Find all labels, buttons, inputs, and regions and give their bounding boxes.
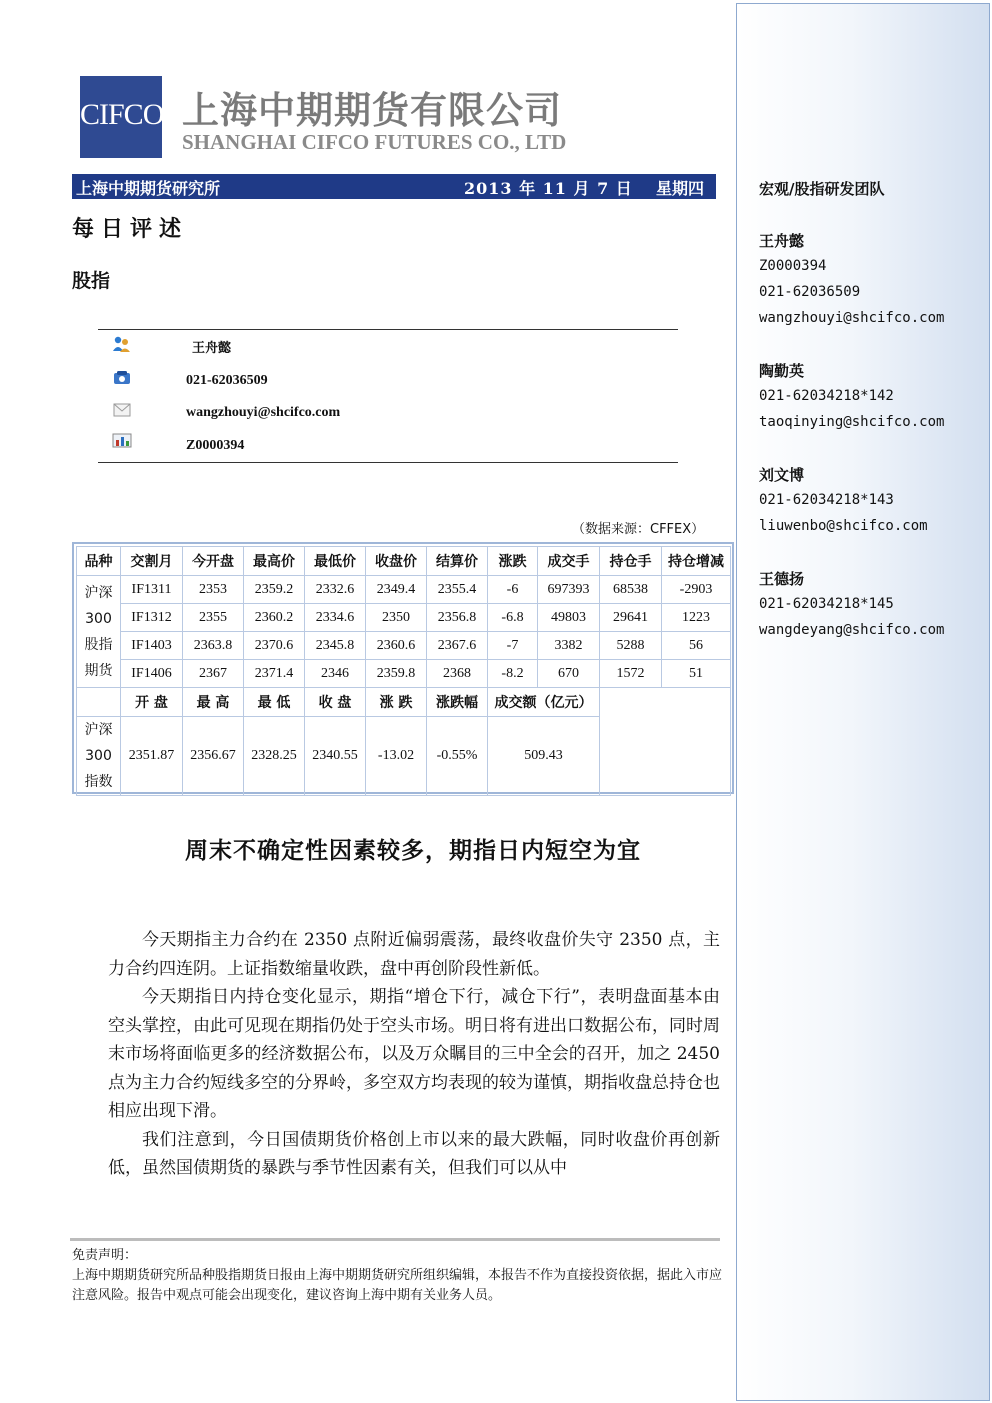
col-header: 结算价 bbox=[427, 547, 488, 576]
sidebar-member-name: 陶勤英 bbox=[759, 362, 805, 380]
analyst-license: Z0000394 bbox=[186, 438, 245, 453]
table-cell: 68538 bbox=[600, 576, 662, 604]
table-cell: 2368 bbox=[427, 660, 488, 688]
table-cell: 2350 bbox=[366, 604, 427, 632]
table-cell: 2346 bbox=[305, 660, 366, 688]
sidebar-member-email[interactable]: wangzhouyi@shcifco.com bbox=[759, 310, 945, 326]
header-bar bbox=[72, 174, 716, 199]
company-name-en: SHANGHAI CIFCO FUTURES CO., LTD bbox=[182, 130, 567, 154]
sidebar-member-phone: 021-62034218*143 bbox=[759, 492, 894, 508]
table-cell: 29641 bbox=[600, 604, 662, 632]
index-label: 沪深300指数 bbox=[77, 717, 121, 796]
table-cell: 1223 bbox=[662, 604, 731, 632]
futures-group-label: 沪深300股指期货 bbox=[77, 576, 121, 688]
table-cell: 56 bbox=[662, 632, 731, 660]
col-header: 交割月 bbox=[121, 547, 183, 576]
disclaimer bbox=[72, 1246, 722, 1306]
col-header: 最高价 bbox=[244, 547, 305, 576]
table-cell: -8.2 bbox=[488, 660, 538, 688]
table-cell: 2340.55 bbox=[305, 717, 366, 796]
table-cell: 2355.4 bbox=[427, 576, 488, 604]
table-cell: 2367.6 bbox=[427, 632, 488, 660]
sidebar-member-email[interactable]: liuwenbo@shcifco.com bbox=[759, 518, 928, 534]
disclaimer-title: 免责声明： bbox=[72, 1248, 138, 1263]
empty-cell bbox=[77, 688, 121, 717]
sidebar-contacts bbox=[736, 3, 990, 1401]
divider bbox=[98, 462, 678, 463]
col-header: 最 低 bbox=[244, 688, 305, 717]
analyst-name: 王舟懿 bbox=[192, 341, 232, 356]
table-cell: 2367 bbox=[183, 660, 244, 688]
sidebar-member-name: 王德扬 bbox=[759, 570, 805, 588]
table-cell: 2356.67 bbox=[183, 717, 244, 796]
sidebar-member-name: 刘文博 bbox=[759, 466, 805, 484]
col-header: 成交手 bbox=[538, 547, 600, 576]
disclaimer-text: 上海中期期货研究所品种股指期货日报由上海中期期货研究所组织编辑，本报告不作为直接投资依据，据此入市应注意风险。报告中观点可能会出现变化，建议咨询上海中期有关业务人员。 bbox=[72, 1268, 723, 1303]
col-header: 涨跌幅 bbox=[427, 688, 488, 717]
table-cell: 2334.6 bbox=[305, 604, 366, 632]
index-header-row bbox=[77, 688, 731, 717]
table-cell: 2332.6 bbox=[305, 576, 366, 604]
footer-divider bbox=[70, 1238, 720, 1241]
col-header: 收盘价 bbox=[366, 547, 427, 576]
data-source-note: （数据来源：CFFEX） bbox=[572, 522, 705, 537]
table-cell: IF1312 bbox=[121, 604, 183, 632]
table-row bbox=[77, 632, 731, 660]
table-row bbox=[77, 604, 731, 632]
table-cell: -6.8 bbox=[488, 604, 538, 632]
table-cell: 3382 bbox=[538, 632, 600, 660]
article-body bbox=[108, 926, 720, 1183]
report-weekday: 星期四 bbox=[656, 179, 705, 198]
table-cell: 2356.8 bbox=[427, 604, 488, 632]
table-cell: 2360.6 bbox=[366, 632, 427, 660]
sidebar-member-email[interactable]: taoqinying@shcifco.com bbox=[759, 414, 945, 430]
logo-text: CIFCO bbox=[80, 98, 164, 131]
table-cell: 697393 bbox=[538, 576, 600, 604]
col-header: 持仓手 bbox=[600, 547, 662, 576]
col-header: 今开盘 bbox=[183, 547, 244, 576]
table-cell: 2359.2 bbox=[244, 576, 305, 604]
report-type: 每日评述 bbox=[72, 216, 189, 242]
table-cell: 2355 bbox=[183, 604, 244, 632]
divider bbox=[98, 329, 678, 330]
col-header: 最低价 bbox=[305, 547, 366, 576]
analyst-email[interactable]: wangzhouyi@shcifco.com bbox=[186, 405, 341, 420]
col-header: 品种 bbox=[77, 547, 121, 576]
company-logo bbox=[80, 76, 162, 158]
table-cell: 5288 bbox=[600, 632, 662, 660]
table-cell: 509.43 bbox=[488, 717, 600, 796]
sidebar-member-license: Z0000394 bbox=[759, 258, 827, 274]
table-cell: 2370.6 bbox=[244, 632, 305, 660]
sidebar-team-title: 宏观/股指研发团队 bbox=[759, 180, 885, 198]
market-data-table bbox=[72, 542, 734, 794]
report-section: 股指 bbox=[72, 270, 111, 292]
sidebar-member-phone: 021-62034218*142 bbox=[759, 388, 894, 404]
company-name-cn: 上海中期期货有限公司 bbox=[182, 89, 562, 132]
empty-cell bbox=[600, 688, 731, 796]
table-cell: 2328.25 bbox=[244, 717, 305, 796]
sidebar-member-phone: 021-62034218*145 bbox=[759, 596, 894, 612]
table-cell: IF1403 bbox=[121, 632, 183, 660]
table-cell: 2363.8 bbox=[183, 632, 244, 660]
table-row bbox=[77, 660, 731, 688]
futures-header-row bbox=[77, 547, 731, 576]
table-cell: IF1311 bbox=[121, 576, 183, 604]
table-cell: -6 bbox=[488, 576, 538, 604]
col-header: 持仓增减 bbox=[662, 547, 731, 576]
table-cell: 2371.4 bbox=[244, 660, 305, 688]
person-icon bbox=[112, 335, 132, 351]
col-header: 成交额（亿元） bbox=[488, 688, 600, 717]
table-row bbox=[77, 576, 731, 604]
analyst-phone: 021-62036509 bbox=[186, 373, 268, 388]
table-cell: 2359.8 bbox=[366, 660, 427, 688]
paragraph: 今天期指主力合约在 2350 点附近偏弱震荡，最终收盘价失守 2350 点，主力合约四连阴。上证指数缩量收跌，盘中再创阶段性新低。 bbox=[108, 930, 720, 979]
col-header: 收 盘 bbox=[305, 688, 366, 717]
col-header: 涨 跌 bbox=[366, 688, 427, 717]
paragraph: 我们注意到，今日国债期货价格创上市以来的最大跌幅，同时收盘价再创新低，虽然国债期货的暴跌与季节性因素有关，但我们可以从中 bbox=[108, 1129, 720, 1178]
table-cell: -0.55% bbox=[427, 717, 488, 796]
col-header: 涨跌 bbox=[488, 547, 538, 576]
table-cell: 51 bbox=[662, 660, 731, 688]
table-cell: 2349.4 bbox=[366, 576, 427, 604]
table-cell: 670 bbox=[538, 660, 600, 688]
table-cell: -13.02 bbox=[366, 717, 427, 796]
sidebar-member-name: 王舟懿 bbox=[759, 232, 805, 250]
table-cell: 49803 bbox=[538, 604, 600, 632]
report-date: 2013 年 11 月 7 日 bbox=[464, 179, 633, 198]
sidebar-member-phone: 021-62036509 bbox=[759, 284, 861, 300]
table-cell: 2360.2 bbox=[244, 604, 305, 632]
table-cell: 2353 bbox=[183, 576, 244, 604]
email-icon bbox=[112, 402, 132, 418]
chart-icon bbox=[112, 432, 132, 448]
table-cell: 2345.8 bbox=[305, 632, 366, 660]
article-headline: 周末不确定性因素较多，期指日内短空为宜 bbox=[185, 837, 641, 864]
table-cell: 1572 bbox=[600, 660, 662, 688]
table-cell: IF1406 bbox=[121, 660, 183, 688]
phone-icon bbox=[112, 370, 132, 386]
col-header: 开 盘 bbox=[121, 688, 183, 717]
paragraph: 今天期指日内持仓变化显示，期指“增仓下行，减仓下行”，表明盘面基本由空头掌控，由此可见现在期指仍处于空头市场。明日将有进出口数据公布，同时周末市场将面临更多的经济数据公布，以及万众瞩目的三中全会的召开，加之 2450 点为主力合约短线多空的分界岭，多空双方均表现的较为谨慎，期指收盘总持仓也相应出现下滑。 bbox=[108, 987, 720, 1121]
table-cell: -2903 bbox=[662, 576, 731, 604]
sidebar-member-email[interactable]: wangdeyang@shcifco.com bbox=[759, 622, 945, 638]
institute-name: 上海中期期货研究所 bbox=[76, 179, 221, 198]
table-cell: 2351.87 bbox=[121, 717, 183, 796]
table-cell: -7 bbox=[488, 632, 538, 660]
col-header: 最 高 bbox=[183, 688, 244, 717]
